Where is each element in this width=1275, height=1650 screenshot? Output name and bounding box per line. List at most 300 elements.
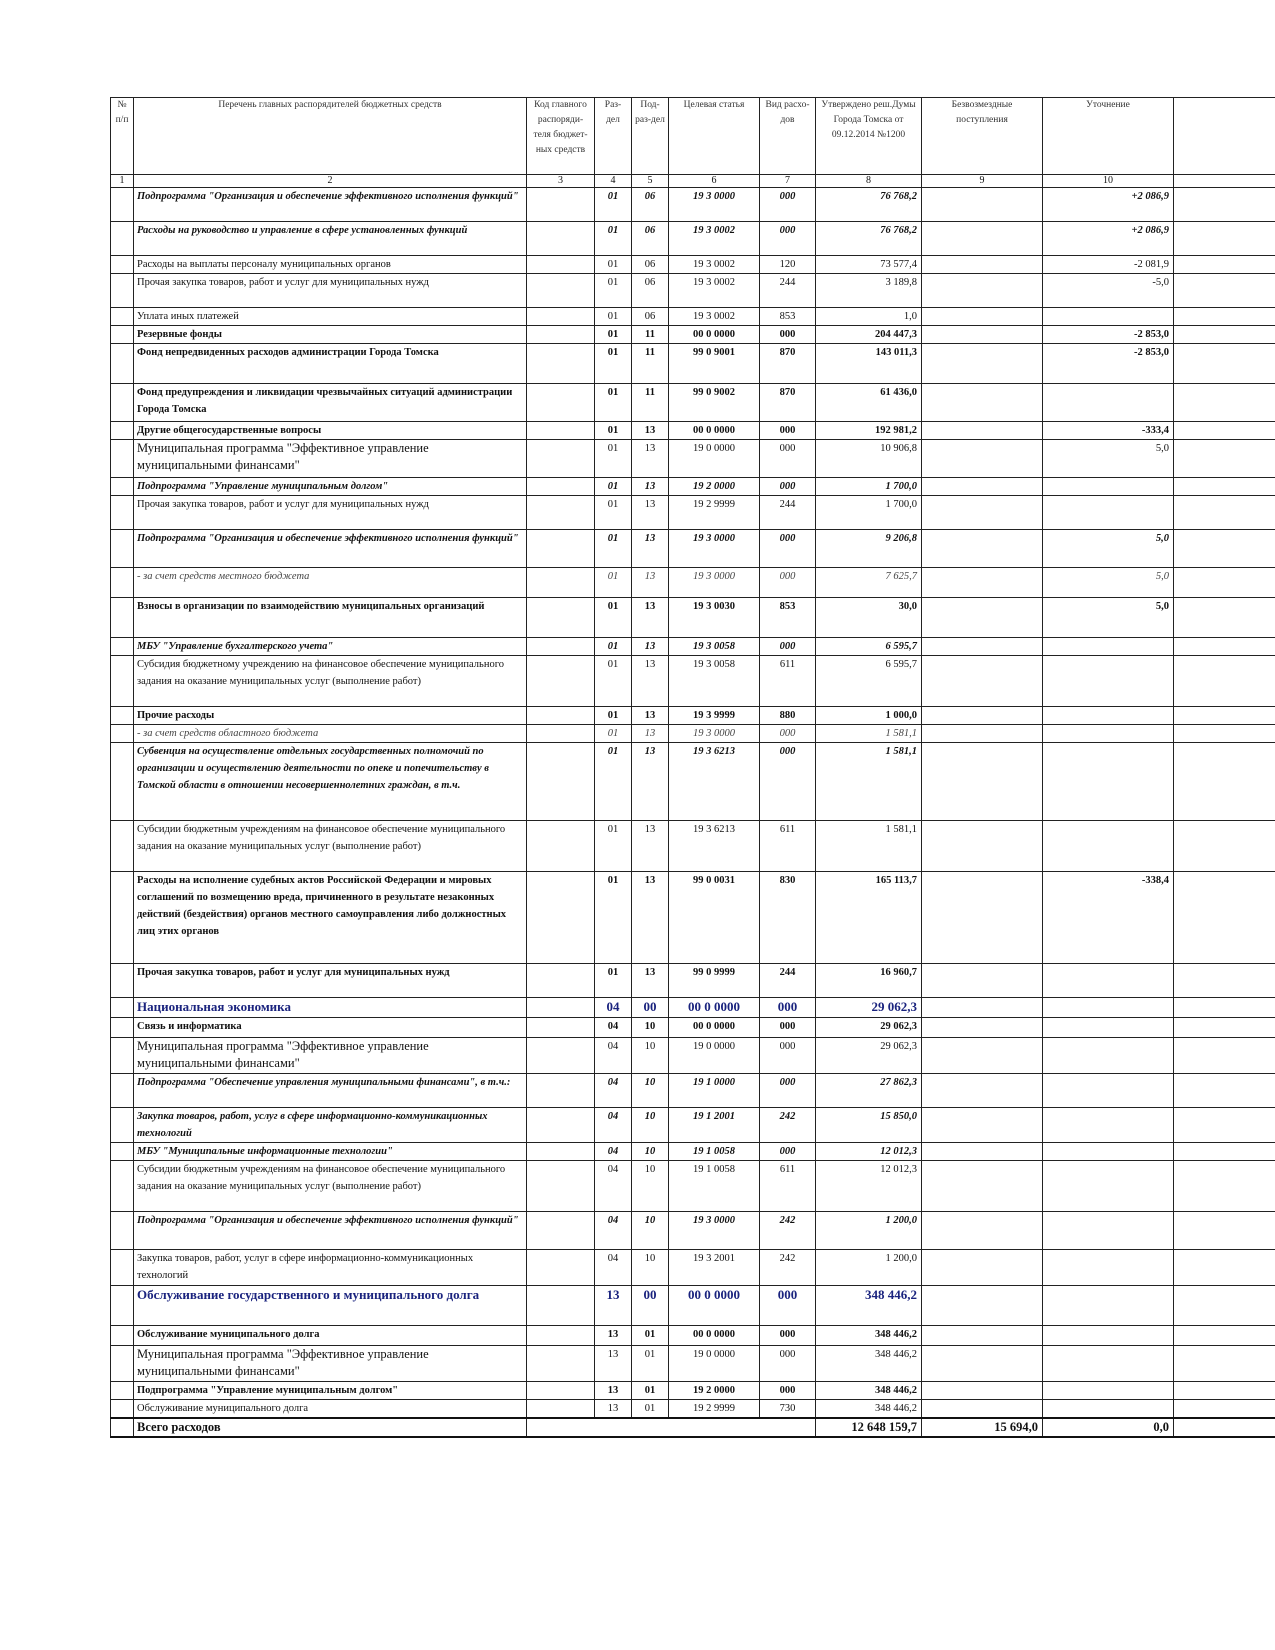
row-section: 01 xyxy=(595,344,632,384)
row-approved: 348 446,2 xyxy=(816,1382,922,1400)
row-subsection: 13 xyxy=(632,496,669,530)
row-gratis xyxy=(922,743,1043,821)
row-subsection: 01 xyxy=(632,1400,669,1419)
row-expense-type: 000 xyxy=(760,222,816,256)
row-change xyxy=(1043,1161,1174,1212)
row-target-item: 19 2 0000 xyxy=(669,1382,760,1400)
row-distributor-code xyxy=(527,568,595,598)
row-section: 01 xyxy=(595,872,632,964)
row-subsection: 13 xyxy=(632,964,669,998)
header-approved: Утверждено реш.Думы Города Томска от 09.12.2014 №1200 xyxy=(816,98,922,175)
row-change: 5,0 xyxy=(1043,440,1174,478)
row-number xyxy=(111,256,134,274)
row-subsection: 10 xyxy=(632,1161,669,1212)
row-approved: 3 189,8 xyxy=(816,274,922,308)
row-expense-type: 244 xyxy=(760,274,816,308)
header-gratis: Безвозмездные поступления xyxy=(922,98,1043,175)
row-expense-type: 000 xyxy=(760,530,816,568)
row-change: -338,4 xyxy=(1043,872,1174,964)
row-number xyxy=(111,530,134,568)
row-section: 04 xyxy=(595,1250,632,1286)
row-expense-type: 880 xyxy=(760,707,816,725)
row-approved: 27 862,3 xyxy=(816,1074,922,1108)
row-target-item: 19 3 0002 xyxy=(669,308,760,326)
col-num: 10 xyxy=(1043,175,1174,188)
row-gratis xyxy=(922,964,1043,998)
row-expense-type: 244 xyxy=(760,496,816,530)
row-subsection: 10 xyxy=(632,1018,669,1038)
row-gratis xyxy=(922,478,1043,496)
row-expense-type: 000 xyxy=(760,422,816,440)
row-name: Подпрограмма "Обеспечение управления муниципальными финансами", в т.ч.: xyxy=(134,1074,527,1108)
row-gratis xyxy=(922,440,1043,478)
row-section: 13 xyxy=(595,1400,632,1419)
row-expense-type: 000 xyxy=(760,1286,816,1326)
row-change xyxy=(1043,821,1174,872)
table-row xyxy=(111,308,1275,326)
row-change xyxy=(1043,1382,1174,1400)
row-change xyxy=(1043,1250,1174,1286)
header-expense-type: Вид расхо-дов xyxy=(760,98,816,175)
row-target-item: 19 2 9999 xyxy=(669,1400,760,1419)
row-distributor-code xyxy=(527,440,595,478)
row-change xyxy=(1043,656,1174,707)
row-subsection: 11 xyxy=(632,384,669,422)
row-target-item: 19 3 0002 xyxy=(669,256,760,274)
row-extra xyxy=(1174,1286,1275,1326)
row-name: Фонд предупреждения и ликвидации чрезвычайных ситуаций администрации Города Томска xyxy=(134,384,527,422)
col-num: 1 xyxy=(111,175,134,188)
row-target-item: 00 0 0000 xyxy=(669,326,760,344)
row-name: Обслуживание государственного и муниципального долга xyxy=(134,1286,527,1326)
row-extra xyxy=(1174,998,1275,1018)
row-target-item: 19 0 0000 xyxy=(669,440,760,478)
row-approved: 10 906,8 xyxy=(816,440,922,478)
row-extra xyxy=(1174,1250,1275,1286)
row-extra xyxy=(1174,821,1275,872)
row-approved: 1 000,0 xyxy=(816,707,922,725)
row-target-item: 99 0 9999 xyxy=(669,964,760,998)
row-expense-type: 870 xyxy=(760,384,816,422)
row-number xyxy=(111,496,134,530)
row-section: 01 xyxy=(595,707,632,725)
row-distributor-code xyxy=(527,872,595,964)
table-row xyxy=(111,998,1275,1018)
table-row xyxy=(111,422,1275,440)
row-target-item: 19 3 9999 xyxy=(669,707,760,725)
table-row xyxy=(111,568,1275,598)
row-subsection: 06 xyxy=(632,256,669,274)
row-gratis xyxy=(922,308,1043,326)
row-expense-type: 000 xyxy=(760,998,816,1018)
row-subsection: 10 xyxy=(632,1038,669,1074)
row-gratis xyxy=(922,1161,1043,1212)
row-expense-type: 242 xyxy=(760,1250,816,1286)
row-extra xyxy=(1174,638,1275,656)
total-change: 0,0 xyxy=(1043,1418,1174,1437)
row-change xyxy=(1043,1143,1174,1161)
row-expense-type: 611 xyxy=(760,656,816,707)
table-body xyxy=(111,188,1275,1419)
row-change xyxy=(1043,1074,1174,1108)
row-extra xyxy=(1174,344,1275,384)
row-subsection: 13 xyxy=(632,656,669,707)
row-distributor-code xyxy=(527,1074,595,1108)
row-target-item: 19 3 6213 xyxy=(669,743,760,821)
row-name: Другие общегосударственные вопросы xyxy=(134,422,527,440)
row-subsection: 13 xyxy=(632,568,669,598)
header-extra xyxy=(1174,98,1275,175)
row-subsection: 01 xyxy=(632,1346,669,1382)
row-extra xyxy=(1174,1161,1275,1212)
col-num xyxy=(1174,175,1275,188)
row-number xyxy=(111,568,134,598)
row-expense-type: 611 xyxy=(760,821,816,872)
row-extra xyxy=(1174,1018,1275,1038)
row-number xyxy=(111,1108,134,1143)
row-section: 01 xyxy=(595,964,632,998)
row-expense-type: 244 xyxy=(760,964,816,998)
row-extra xyxy=(1174,725,1275,743)
total-label: Всего расходов xyxy=(134,1418,527,1437)
row-name: Прочая закупка товаров, работ и услуг для муниципальных нужд xyxy=(134,964,527,998)
row-approved: 1 581,1 xyxy=(816,725,922,743)
row-extra xyxy=(1174,326,1275,344)
row-change: 5,0 xyxy=(1043,598,1174,638)
row-number xyxy=(111,326,134,344)
budget-table-sheet xyxy=(110,97,1275,1438)
row-gratis xyxy=(922,1400,1043,1419)
row-expense-type: 000 xyxy=(760,1382,816,1400)
row-distributor-code xyxy=(527,1250,595,1286)
row-change xyxy=(1043,1326,1174,1346)
row-distributor-code xyxy=(527,598,595,638)
row-number xyxy=(111,725,134,743)
row-change xyxy=(1043,1346,1174,1382)
row-number xyxy=(111,478,134,496)
row-subsection: 13 xyxy=(632,422,669,440)
row-name: Прочая закупка товаров, работ и услуг для муниципальных нужд xyxy=(134,274,527,308)
row-subsection: 10 xyxy=(632,1212,669,1250)
table-row xyxy=(111,964,1275,998)
row-approved: 9 206,8 xyxy=(816,530,922,568)
row-subsection: 06 xyxy=(632,308,669,326)
table-row xyxy=(111,530,1275,568)
row-change xyxy=(1043,638,1174,656)
row-section: 01 xyxy=(595,638,632,656)
row-gratis xyxy=(922,344,1043,384)
row-subsection: 13 xyxy=(632,821,669,872)
row-extra xyxy=(1174,384,1275,422)
col-num: 9 xyxy=(922,175,1043,188)
row-extra xyxy=(1174,656,1275,707)
row-subsection: 10 xyxy=(632,1074,669,1108)
row-name: МБУ "Управление бухгалтерского учета" xyxy=(134,638,527,656)
header-subsection: Под-раз-дел xyxy=(632,98,669,175)
row-change xyxy=(1043,725,1174,743)
total-extra xyxy=(1174,1418,1275,1437)
col-num: 8 xyxy=(816,175,922,188)
row-section: 01 xyxy=(595,568,632,598)
row-name: Обслуживание муниципального долга xyxy=(134,1326,527,1346)
row-gratis xyxy=(922,1143,1043,1161)
row-target-item: 19 3 0058 xyxy=(669,638,760,656)
table-row xyxy=(111,1161,1275,1212)
row-expense-type: 000 xyxy=(760,725,816,743)
row-subsection: 06 xyxy=(632,188,669,222)
row-gratis xyxy=(922,725,1043,743)
table-row xyxy=(111,1108,1275,1143)
row-number xyxy=(111,440,134,478)
row-subsection: 00 xyxy=(632,1286,669,1326)
row-section: 04 xyxy=(595,1161,632,1212)
row-distributor-code xyxy=(527,530,595,568)
row-section: 13 xyxy=(595,1346,632,1382)
row-expense-type: 000 xyxy=(760,1143,816,1161)
row-target-item: 19 0 0000 xyxy=(669,1346,760,1382)
row-expense-type: 000 xyxy=(760,568,816,598)
row-target-item: 19 2 0000 xyxy=(669,478,760,496)
row-distributor-code xyxy=(527,1108,595,1143)
row-distributor-code xyxy=(527,656,595,707)
row-number xyxy=(111,1161,134,1212)
row-name: Резервные фонды xyxy=(134,326,527,344)
row-section: 13 xyxy=(595,1326,632,1346)
row-change xyxy=(1043,743,1174,821)
row-section: 01 xyxy=(595,496,632,530)
row-approved: 1 581,1 xyxy=(816,821,922,872)
table-row xyxy=(111,1326,1275,1346)
col-num: 6 xyxy=(669,175,760,188)
table-row xyxy=(111,384,1275,422)
row-target-item: 19 3 0000 xyxy=(669,530,760,568)
row-approved: 1 200,0 xyxy=(816,1250,922,1286)
table-row xyxy=(111,598,1275,638)
row-number xyxy=(111,274,134,308)
total-empty xyxy=(527,1418,816,1437)
row-expense-type: 000 xyxy=(760,478,816,496)
row-target-item: 19 3 0058 xyxy=(669,656,760,707)
row-number xyxy=(111,1400,134,1419)
table-row xyxy=(111,707,1275,725)
table-row xyxy=(111,1143,1275,1161)
row-extra xyxy=(1174,1326,1275,1346)
row-name: Подпрограмма "Организация и обеспечение эффективного исполнения функций" xyxy=(134,188,527,222)
row-section: 01 xyxy=(595,743,632,821)
row-name: Национальная экономика xyxy=(134,998,527,1018)
row-target-item: 19 1 0000 xyxy=(669,1074,760,1108)
row-expense-type: 000 xyxy=(760,326,816,344)
row-name: Субсидия бюджетному учреждению на финансовое обеспечение муниципального задания на оказание муниципальных услуг (выполнение работ) xyxy=(134,656,527,707)
row-extra xyxy=(1174,478,1275,496)
row-gratis xyxy=(922,707,1043,725)
header-distributors: Перечень главных распорядителей бюджетных средств xyxy=(134,98,527,175)
row-target-item: 19 0 0000 xyxy=(669,1038,760,1074)
row-expense-type: 242 xyxy=(760,1108,816,1143)
row-approved: 348 446,2 xyxy=(816,1400,922,1419)
row-subsection: 13 xyxy=(632,478,669,496)
row-section: 01 xyxy=(595,530,632,568)
row-section: 04 xyxy=(595,1212,632,1250)
row-distributor-code xyxy=(527,496,595,530)
row-section: 04 xyxy=(595,1143,632,1161)
row-subsection: 06 xyxy=(632,274,669,308)
col-num: 3 xyxy=(527,175,595,188)
row-approved: 1 581,1 xyxy=(816,743,922,821)
row-extra xyxy=(1174,496,1275,530)
col-num: 7 xyxy=(760,175,816,188)
header-target-item: Целевая статья xyxy=(669,98,760,175)
row-approved: 348 446,2 xyxy=(816,1326,922,1346)
row-section: 01 xyxy=(595,188,632,222)
row-change: -333,4 xyxy=(1043,422,1174,440)
row-distributor-code xyxy=(527,1346,595,1382)
row-approved: 16 960,7 xyxy=(816,964,922,998)
row-name: Муниципальная программа "Эффективное управление муниципальными финансами" xyxy=(134,440,527,478)
row-expense-type: 000 xyxy=(760,1018,816,1038)
table-row xyxy=(111,821,1275,872)
header-section: Раз-дел xyxy=(595,98,632,175)
row-gratis xyxy=(922,1346,1043,1382)
row-number xyxy=(111,384,134,422)
table-row xyxy=(111,725,1275,743)
row-section: 01 xyxy=(595,256,632,274)
row-subsection: 01 xyxy=(632,1326,669,1346)
row-target-item: 19 3 0000 xyxy=(669,1212,760,1250)
row-section: 13 xyxy=(595,1286,632,1326)
row-section: 01 xyxy=(595,222,632,256)
total-approved: 12 648 159,7 xyxy=(816,1418,922,1437)
row-distributor-code xyxy=(527,384,595,422)
col-num: 4 xyxy=(595,175,632,188)
row-extra xyxy=(1174,1382,1275,1400)
row-number xyxy=(111,1326,134,1346)
row-approved: 29 062,3 xyxy=(816,1038,922,1074)
row-section: 04 xyxy=(595,1074,632,1108)
row-approved: 15 850,0 xyxy=(816,1108,922,1143)
row-gratis xyxy=(922,598,1043,638)
row-name: Фонд непредвиденных расходов администрации Города Томска xyxy=(134,344,527,384)
row-approved: 7 625,7 xyxy=(816,568,922,598)
row-approved: 165 113,7 xyxy=(816,872,922,964)
table-row xyxy=(111,1400,1275,1419)
row-subsection: 10 xyxy=(632,1108,669,1143)
row-extra xyxy=(1174,256,1275,274)
row-section: 13 xyxy=(595,1382,632,1400)
row-gratis xyxy=(922,998,1043,1018)
row-change xyxy=(1043,496,1174,530)
table-row xyxy=(111,344,1275,384)
row-name: Уплата иных платежей xyxy=(134,308,527,326)
row-number xyxy=(111,821,134,872)
total-row xyxy=(111,1418,1275,1437)
column-number-row xyxy=(111,175,1275,188)
row-number xyxy=(111,1382,134,1400)
row-distributor-code xyxy=(527,1161,595,1212)
table-row xyxy=(111,326,1275,344)
row-distributor-code xyxy=(527,1143,595,1161)
row-name: Связь и информатика xyxy=(134,1018,527,1038)
row-gratis xyxy=(922,326,1043,344)
row-name: Муниципальная программа "Эффективное управление муниципальными финансами" xyxy=(134,1038,527,1074)
row-expense-type: 000 xyxy=(760,1346,816,1382)
row-name: Субсидии бюджетным учреждениям на финансовое обеспечение муниципального задания на оказание муниципальных услуг (выполнение работ) xyxy=(134,821,527,872)
row-target-item: 19 1 0058 xyxy=(669,1143,760,1161)
row-target-item: 19 3 0002 xyxy=(669,222,760,256)
row-expense-type: 000 xyxy=(760,188,816,222)
row-change: +2 086,9 xyxy=(1043,222,1174,256)
row-distributor-code xyxy=(527,422,595,440)
row-approved: 73 577,4 xyxy=(816,256,922,274)
row-gratis xyxy=(922,1018,1043,1038)
row-distributor-code xyxy=(527,1286,595,1326)
row-approved: 76 768,2 xyxy=(816,222,922,256)
row-distributor-code xyxy=(527,308,595,326)
row-name: Муниципальная программа "Эффективное управление муниципальными финансами" xyxy=(134,1346,527,1382)
row-distributor-code xyxy=(527,821,595,872)
row-number xyxy=(111,188,134,222)
table-row xyxy=(111,1250,1275,1286)
row-gratis xyxy=(922,656,1043,707)
row-name: Подпрограмма "Организация и обеспечение эффективного исполнения функций" xyxy=(134,530,527,568)
table-row xyxy=(111,1038,1275,1074)
row-gratis xyxy=(922,256,1043,274)
row-approved: 12 012,3 xyxy=(816,1143,922,1161)
row-approved: 1 700,0 xyxy=(816,496,922,530)
row-section: 01 xyxy=(595,598,632,638)
row-distributor-code xyxy=(527,478,595,496)
row-extra xyxy=(1174,964,1275,998)
row-change: 5,0 xyxy=(1043,530,1174,568)
table-row xyxy=(111,478,1275,496)
row-extra xyxy=(1174,1108,1275,1143)
row-expense-type: 000 xyxy=(760,743,816,821)
row-number xyxy=(111,638,134,656)
row-gratis xyxy=(922,568,1043,598)
row-change xyxy=(1043,308,1174,326)
row-target-item: 19 3 0000 xyxy=(669,725,760,743)
row-target-item: 19 3 0000 xyxy=(669,568,760,598)
row-expense-type: 870 xyxy=(760,344,816,384)
table-row xyxy=(111,638,1275,656)
row-name: МБУ "Муниципальные информационные технологии" xyxy=(134,1143,527,1161)
row-change: -2 853,0 xyxy=(1043,326,1174,344)
row-distributor-code xyxy=(527,707,595,725)
row-approved: 30,0 xyxy=(816,598,922,638)
row-change: +2 086,9 xyxy=(1043,188,1174,222)
row-expense-type: 000 xyxy=(760,1038,816,1074)
row-distributor-code xyxy=(527,1382,595,1400)
row-expense-type: 000 xyxy=(760,1074,816,1108)
row-extra xyxy=(1174,222,1275,256)
row-target-item: 00 0 0000 xyxy=(669,1018,760,1038)
row-number xyxy=(111,1346,134,1382)
row-change xyxy=(1043,1018,1174,1038)
row-number xyxy=(111,1038,134,1074)
row-target-item: 00 0 0000 xyxy=(669,1326,760,1346)
table-row xyxy=(111,872,1275,964)
row-number xyxy=(111,598,134,638)
table-row xyxy=(111,1346,1275,1382)
row-section: 01 xyxy=(595,821,632,872)
row-target-item: 19 3 6213 xyxy=(669,821,760,872)
row-extra xyxy=(1174,1212,1275,1250)
table-row xyxy=(111,656,1275,707)
row-distributor-code xyxy=(527,638,595,656)
row-number xyxy=(111,308,134,326)
row-gratis xyxy=(922,1212,1043,1250)
row-change: -2 081,9 xyxy=(1043,256,1174,274)
